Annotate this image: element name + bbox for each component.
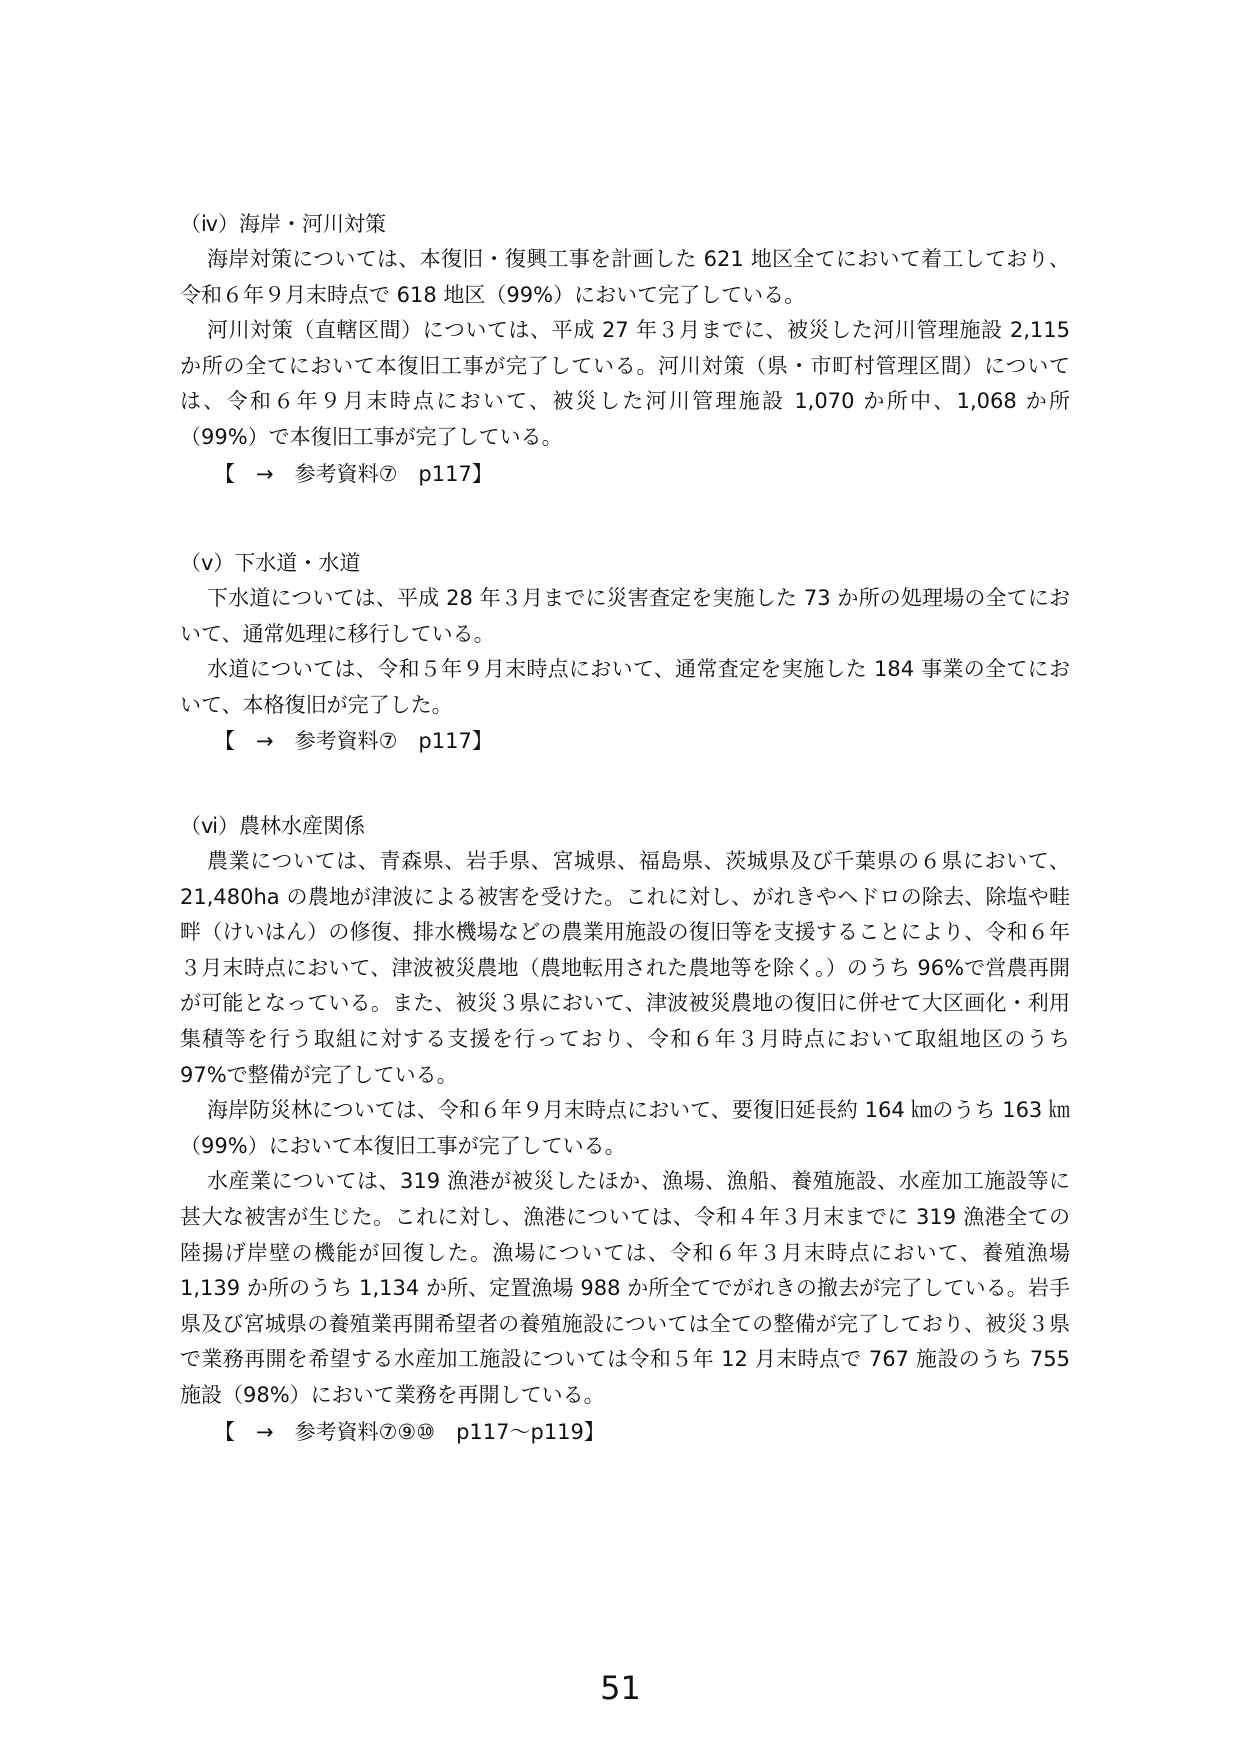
section-heading: （ⅴ）下水道・水道 xyxy=(180,551,361,575)
paragraph: 河川対策（直轄区間）については、平成 27 年３月までに、被災した河川管理施設 2,115 か所の全てにおいて本復旧工事が完了している。河川対策（県・市町村管理区間）については、令和６年９月末時点において、被災した河川管理施設 1,070 か所中、1,068 か所（99%）で本復旧工事が完了している。 xyxy=(180,318,1070,449)
section-coast-river xyxy=(180,206,1070,492)
paragraph: 下水道については、平成 28 年３月までに災害査定を実施した 73 か所の処理場の全てにおいて、通常処理に移行している。 xyxy=(180,586,1070,646)
section-heading: （ⅳ）海岸・河川対策 xyxy=(180,212,387,236)
reference-note: 【 → 参考資料⑦ p117】 xyxy=(214,461,493,486)
paragraph: 水道については、令和５年９月末時点において、通常査定を実施した 184 事業の全てにおいて、本格復旧が完了した。 xyxy=(180,657,1070,717)
section-sewer-water xyxy=(180,545,1070,759)
reference-note: 【 → 参考資料⑦⑨⑩ p117～p119】 xyxy=(214,1419,605,1444)
paragraph: 海岸対策については、本復旧・復興工事を計画した 621 地区全てにおいて着工しており、令和６年９月末時点で 618 地区（99%）において完了している。 xyxy=(180,247,1070,307)
paragraph: 水産業については、319 漁港が被災したほか、漁場、漁船、養殖施設、水産加工施設等に甚大な被害が生じた。これに対し、漁港については、令和４年３月末までに 319 漁港全ての陸揚げ岸壁の機能が回復した。漁場については、令和６年３月末時点において、養殖漁場 1,139 か所のうち 1,134 か所、定置漁場 988 か所全てでがれきの撤去が完了している。岩手県及び宮城県の養殖業再開希望者の養殖施設については全ての整備が完了しており、被災３県で業務再開を希望する水産加工施設については令和５年 12 月末時点で 767 施設のうち 755 施設（98%）において業務を再開している。 xyxy=(180,1169,1070,1407)
section-heading: （ⅵ）農林水産関係 xyxy=(180,814,366,838)
page-number: 51 xyxy=(600,1669,641,1707)
paragraph: 海岸防災林については、令和６年９月末時点において、要復旧延長約 164 ㎞のうち 163 ㎞（99%）において本復旧工事が完了している。 xyxy=(180,1098,1070,1158)
section-agriculture-forestry-fisheries xyxy=(180,808,1070,1450)
reference-note: 【 → 参考資料⑦ p117】 xyxy=(214,729,493,754)
paragraph: 農業については、青森県、岩手県、宮城県、福島県、茨城県及び千葉県の６県において、21,480ha の農地が津波による被害を受けた。これに対し、がれきやヘドロの除去、除塩や畦畔（けいはん）の修復、排水機場などの農業用施設の復旧等を支援することにより、令和６年３月末時点において、津波被災農地（農地転用された農地等を除く。）のうち 96%で営農再開が可能となっている。また、被災３県において、津波被災農地の復旧に併せて大区画化・利用集積等を行う取組に対する支援を行っており、令和６年３月時点において取組地区のうち 97%で整備が完了している。 xyxy=(180,849,1070,1087)
